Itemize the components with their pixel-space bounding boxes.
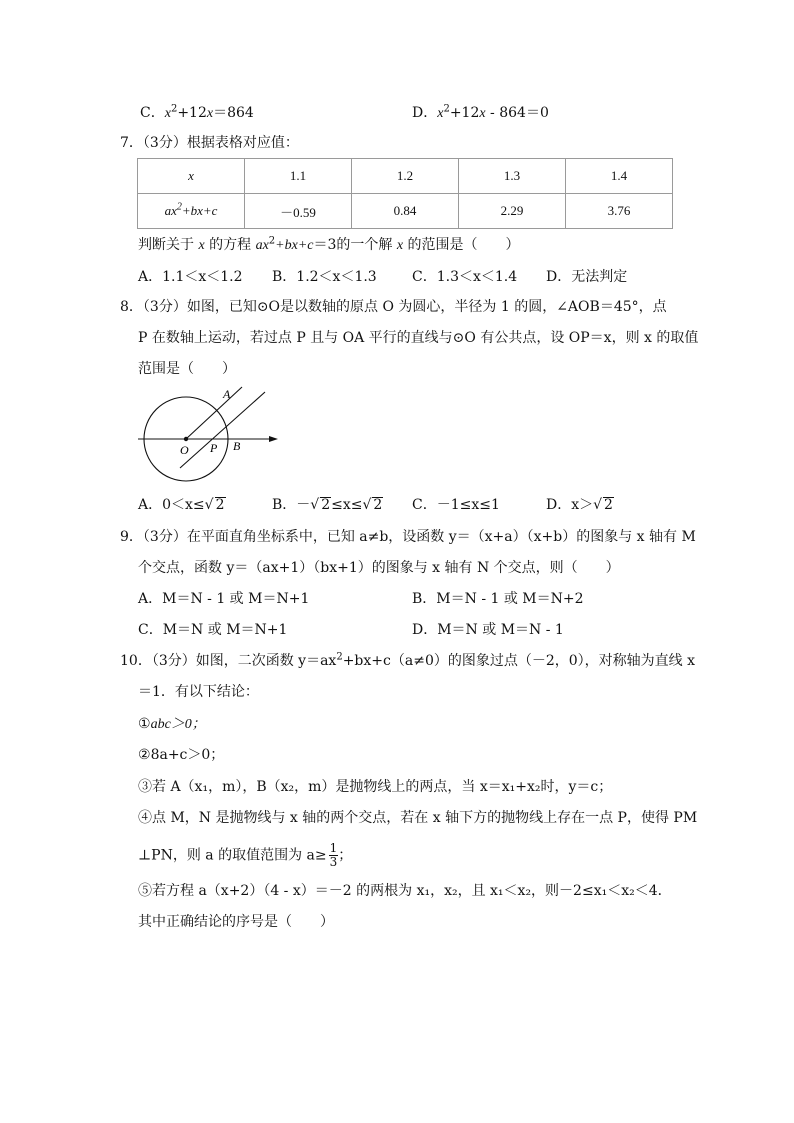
table-cell: 1.2 bbox=[352, 159, 459, 194]
q10-stem-line1: 10．（3分）如图，二次函数 $y=ax^2+bx+c(a\ne 0)$的图象过点（－2，0），对称轴为直线 x bbox=[120, 651, 696, 669]
q8-option-c: C．－1≤x≤1 bbox=[412, 497, 500, 513]
q8-option-a: A．0＜x≤√ 2 bbox=[138, 497, 225, 513]
table-cell: 0.84 bbox=[352, 194, 459, 229]
table-row bbox=[138, 159, 673, 194]
label-b: B bbox=[233, 439, 241, 453]
q7-value-table bbox=[137, 158, 673, 229]
q10-conclusion-5: ⑤若方程 a（x+2）（4 - x）＝－2 的两根为 x₁，x₂，且 x₁＜x₂，则－2≤x₁＜x₂＜4． bbox=[138, 883, 672, 899]
q7-stem: 7．（3分）根据表格对应值： bbox=[120, 135, 299, 151]
q9-option-a: A．M＝N - 1 或 M＝N+1 bbox=[138, 591, 310, 607]
q6-option-d: D．$x^2+12x - 864=0$ bbox=[412, 103, 549, 121]
q8-figure bbox=[130, 384, 290, 484]
q7-option-a: A．1.1＜x＜1.2 bbox=[138, 269, 243, 285]
table-row bbox=[138, 194, 673, 229]
q10-conclusion-2: ②8a+c＞0； bbox=[138, 747, 225, 763]
table-cell: 2.29 bbox=[459, 194, 566, 229]
q8-stem-line1: 8．（3分）如图，已知⊙O是以数轴的原点 O 为圆心，半径为 1 的圆，∠AOB＝45°，点 bbox=[120, 299, 667, 315]
q7-option-c: C．1.3＜x＜1.4 bbox=[412, 269, 518, 285]
label-o: O bbox=[180, 443, 189, 457]
q7-option-d: D．无法判定 bbox=[546, 269, 628, 285]
q10-ask: 其中正确结论的序号是（ ） bbox=[138, 914, 334, 930]
q9-option-c: C．M＝N 或 M＝N+1 bbox=[138, 622, 288, 638]
table-cell: 3.76 bbox=[566, 194, 673, 229]
table-cell: x bbox=[138, 159, 245, 194]
q10-conclusion-1: ①abc＞0； bbox=[138, 716, 206, 732]
q8-stem-line3: 范围是（ ） bbox=[138, 361, 236, 377]
q10-conclusion-3: ③若 A（x₁，m），B（x₂，m）是抛物线上的两点，当 x＝x₁+x₂时，y＝c； bbox=[138, 779, 613, 795]
q9-stem-line2: 个交点，函数 y＝（ax+1）（bx+1）的图象与 x 轴有 N 个交点，则（ ） bbox=[138, 560, 620, 576]
ray-oa bbox=[186, 387, 242, 439]
q10-conclusion-4-line1: ④点 M，N 是抛物线与 x 轴的两个交点，若在 x 轴下方的抛物线上存在一点 P，使得 PM bbox=[138, 810, 698, 826]
label-a: A bbox=[223, 387, 231, 401]
table-cell: 1.4 bbox=[566, 159, 673, 194]
label-p: P bbox=[210, 441, 218, 455]
table-cell: $ax^2+bx+c$ bbox=[138, 194, 245, 229]
q9-stem-line1: 9．（3分）在平面直角坐标系中，已知 a≠b，设函数 y＝（x+a）（x+b）的图象与 x 轴有 M bbox=[120, 529, 696, 545]
q6-option-c: C．$x^2+12x=864$ bbox=[140, 103, 254, 121]
q8-option-b: B．－√ 2≤x≤√ 2 bbox=[272, 497, 383, 513]
q7-option-b: B．1.2＜x＜1.3 bbox=[272, 269, 377, 285]
q10-stem-line2: ＝1．有以下结论： bbox=[138, 684, 259, 700]
q10-conclusion-4-line2: ⊥PN，则 a 的取值范围为 a≥ $\frac{1}{3}$ ； bbox=[138, 841, 353, 869]
table-cell: －0.59 bbox=[245, 194, 352, 229]
q8-option-d: D．x＞√ 2 bbox=[546, 497, 613, 513]
axis-arrow-icon bbox=[269, 436, 278, 442]
q8-stem-line2: P 在数轴上运动，若过点 P 且与 OA 平行的直线与⊙O 有公共点，设 OP＝x，则 x 的取值 bbox=[138, 330, 699, 346]
parallel-line-through-p bbox=[180, 392, 265, 468]
table-cell: 1.1 bbox=[245, 159, 352, 194]
fraction-one-third: $\frac{1}{3}$ bbox=[329, 841, 338, 869]
q7-judge: 判断关于 x 的方程 $ax^2+bx+c=3$的一个解 x 的范围是（ ） bbox=[138, 235, 520, 253]
q9-option-d: D．M＝N 或 M＝N - 1 bbox=[412, 622, 564, 638]
q9-option-b: B．M＝N - 1 或 M＝N+2 bbox=[412, 591, 584, 607]
table-cell: 1.3 bbox=[459, 159, 566, 194]
